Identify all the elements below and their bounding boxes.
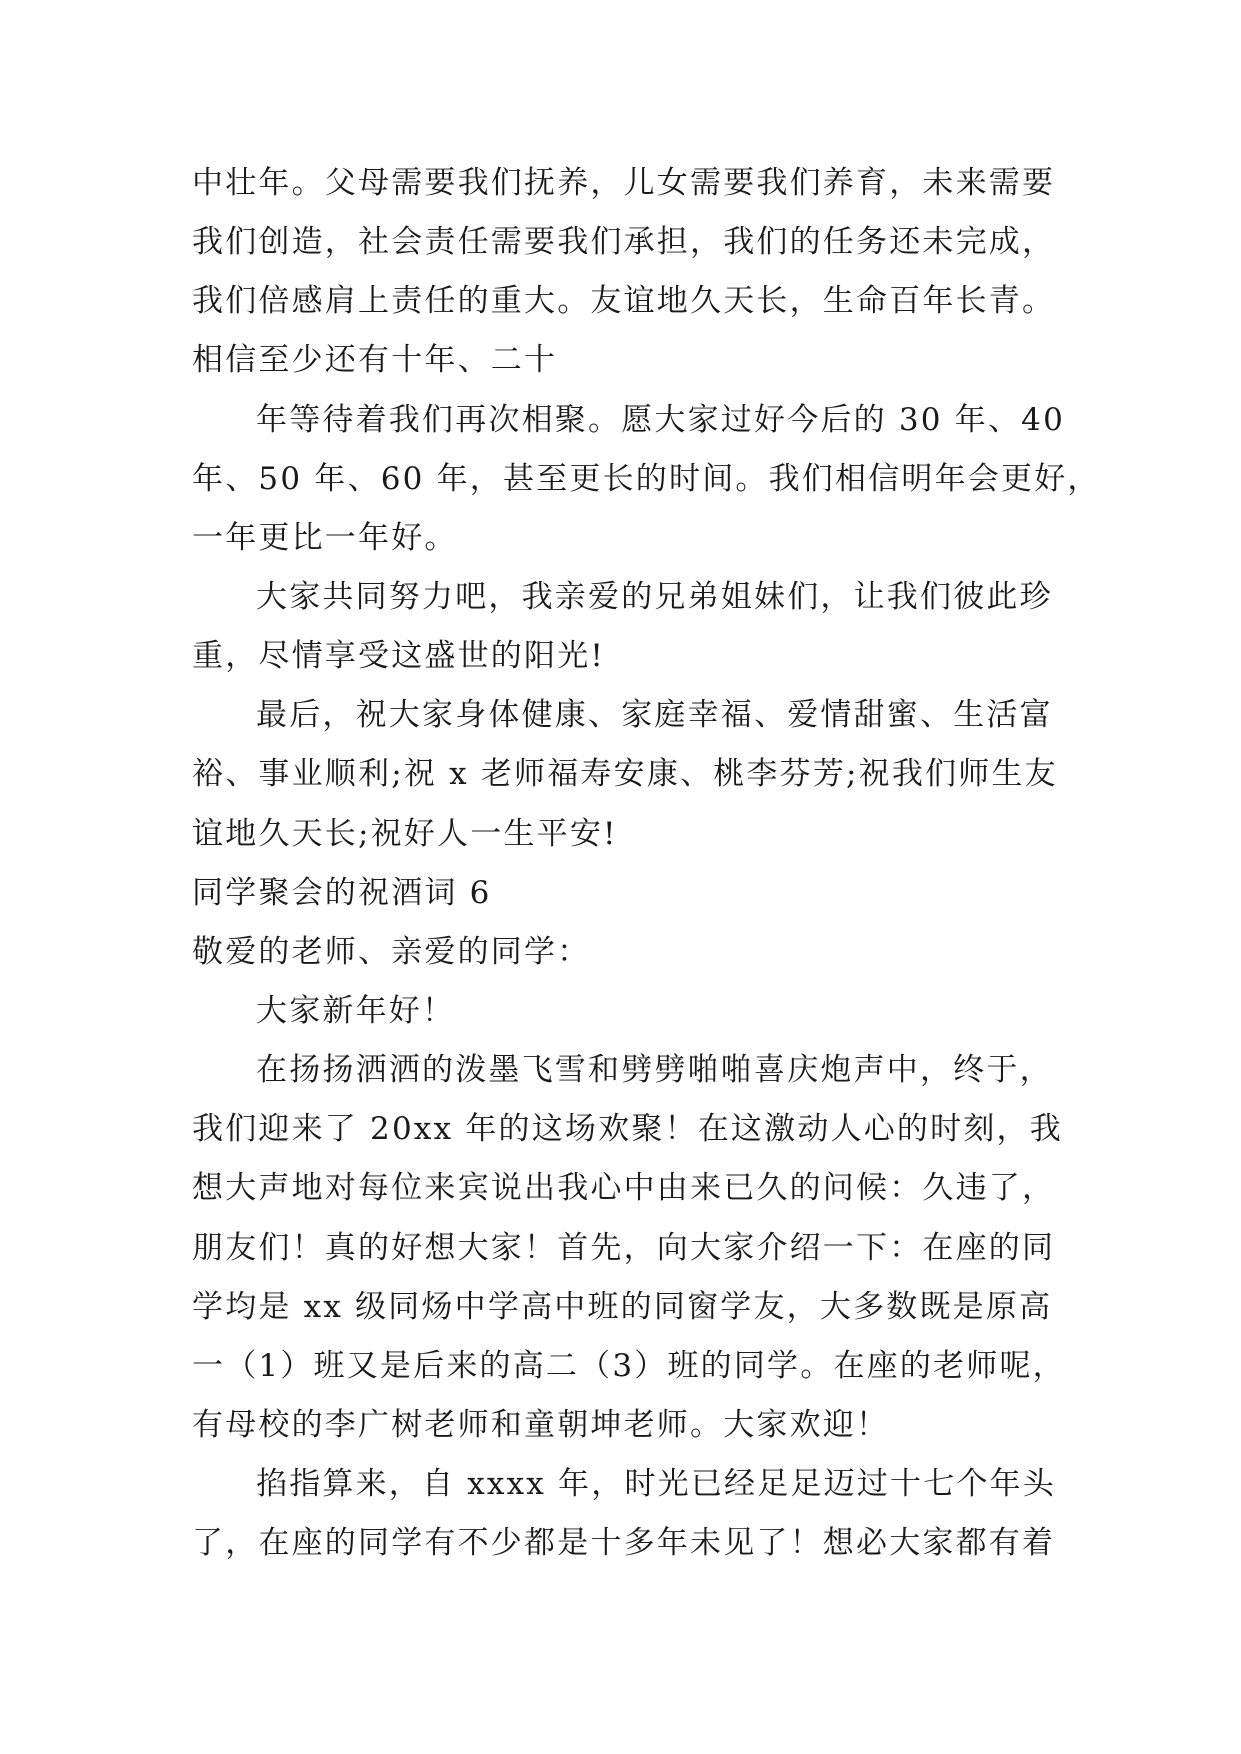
text-line: 了，在座的同学有不少都是十多年未见了！想必大家都有着 bbox=[192, 1525, 1056, 1561]
text-line: 有母校的李广树老师和童朝坤老师。大家欢迎！ bbox=[192, 1407, 890, 1443]
salutation: 敬爱的老师、亲爱的同学： bbox=[192, 934, 591, 970]
section-heading: 同学聚会的祝酒词 6 bbox=[192, 875, 492, 911]
text-line: 掐指算来，自 xxxx 年，时光已经足足迈过十七个年头 bbox=[256, 1466, 1057, 1502]
text-line: 中壮年。父母需要我们抚养，儿女需要我们养育，未来需要 bbox=[192, 165, 1056, 201]
text-line: 我们迎来了 20xx 年的这场欢聚！在这激动人心的时刻，我 bbox=[192, 1111, 1063, 1147]
text-line: 一（1）班又是后来的高二（3）班的同学。在座的老师呢， bbox=[192, 1348, 1066, 1384]
text-line: 朋友们！真的好想大家！首先，向大家介绍一下：在座的同 bbox=[192, 1230, 1056, 1266]
text-line: 大家共同努力吧，我亲爱的兄弟姐妹们，让我们彼此珍 bbox=[256, 579, 1053, 615]
text-line: 想大声地对每位来宾说出我心中由来已久的问候：久违了， bbox=[192, 1170, 1056, 1206]
text-line: 在扬扬洒洒的泼墨飞雪和劈劈啪啪喜庆炮声中，终于， bbox=[256, 1052, 1053, 1088]
text-line: 一年更比一年好。 bbox=[192, 520, 458, 556]
greeting: 大家新年好！ bbox=[256, 993, 456, 1029]
text-line: 年、50 年、60 年，甚至更长的时间。我们相信明年会更好， bbox=[192, 461, 1101, 497]
text-line: 最后，祝大家身体健康、家庭幸福、爱情甜蜜、生活富 bbox=[256, 697, 1053, 733]
text-line: 我们创造，社会责任需要我们承担，我们的任务还未完成， bbox=[192, 224, 1056, 260]
text-line: 裕、事业顺利;祝 x 老师福寿安康、桃李芬芳;祝我们师生友 bbox=[192, 756, 1058, 792]
text-line: 相信至少还有十年、二十 bbox=[192, 342, 558, 378]
text-line: 我们倍感肩上责任的重大。友谊地久天长，生命百年长青。 bbox=[192, 283, 1056, 319]
text-line: 年等待着我们再次相聚。愿大家过好今后的 30 年、40 bbox=[256, 402, 1065, 438]
text-line: 谊地久天长;祝好人一生平安! bbox=[192, 816, 618, 852]
text-line: 学均是 xx 级同炀中学高中班的同窗学友，大多数既是原高 bbox=[192, 1289, 1053, 1325]
text-line: 重，尽情享受这盛世的阳光! bbox=[192, 638, 606, 674]
